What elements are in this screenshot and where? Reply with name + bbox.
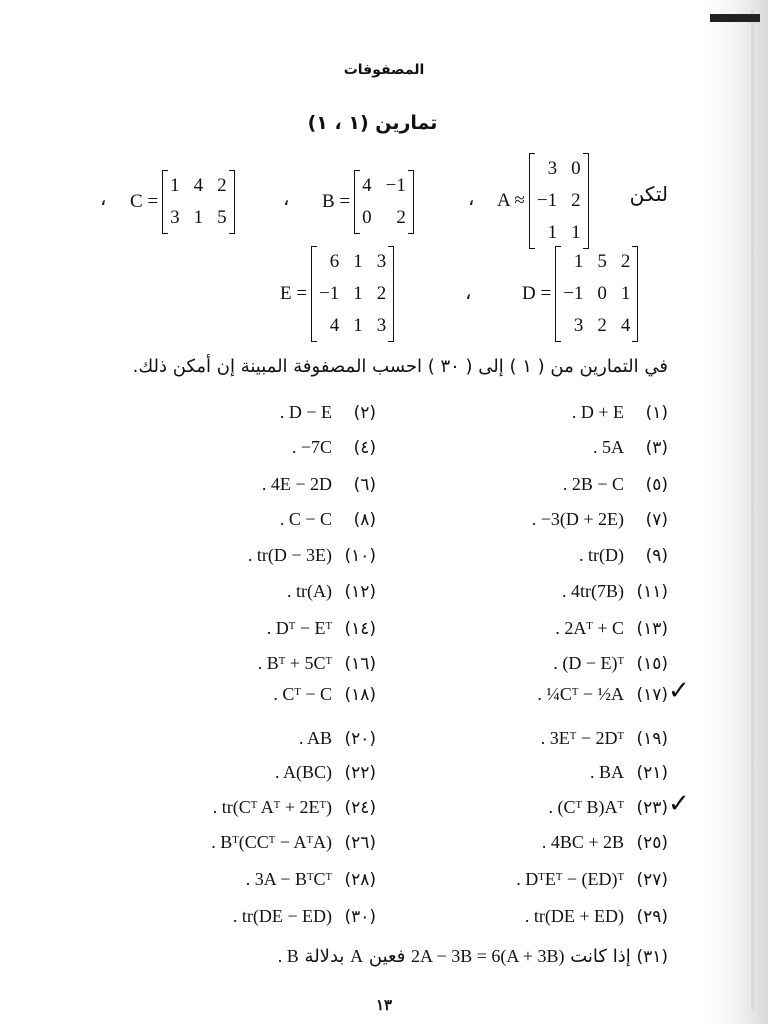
matrix-d bbox=[522, 246, 638, 342]
exercise-number: (٢) bbox=[353, 403, 376, 423]
exercise-expression: . Cᵀ − C bbox=[273, 684, 332, 704]
let-label: لتكن bbox=[629, 182, 668, 206]
matrix-cell: 1 bbox=[571, 222, 581, 243]
exercise-expression: . C − C bbox=[279, 509, 332, 529]
matrix-c-name: C = bbox=[130, 191, 159, 212]
matrix-cell: 1 bbox=[193, 207, 204, 228]
matrix-e-name: E = bbox=[280, 283, 308, 304]
exercise-number: (٣٠) bbox=[344, 907, 376, 927]
exercise-number: (٥) bbox=[645, 475, 668, 495]
exercise-expression: . tr(DE + ED) bbox=[524, 906, 624, 926]
exercise-expression: . −3(D + 2E) bbox=[531, 509, 624, 529]
matrix-d-grid bbox=[555, 246, 638, 342]
exercise-number: (٣) bbox=[645, 438, 668, 458]
exercise-number: (١٨) bbox=[344, 685, 376, 705]
exercise-number: (٢٧) bbox=[636, 870, 668, 890]
exercise-number: (٢٩) bbox=[636, 907, 668, 927]
matrix-cell: 1 bbox=[573, 251, 584, 272]
matrix-cell: 3 bbox=[376, 315, 387, 336]
exercise-number: (٢٢) bbox=[344, 763, 376, 783]
exercise-expression: . 2Aᵀ + C bbox=[555, 618, 624, 638]
exercise-expression: . tr(Cᵀ Aᵀ + 2Eᵀ) bbox=[212, 797, 332, 817]
check-mark-icon: ✓ bbox=[668, 676, 690, 705]
exercise-number: (١٩) bbox=[636, 729, 668, 749]
matrix-cell: 1 bbox=[620, 283, 631, 304]
chapter-header: المصفوفات bbox=[343, 62, 425, 78]
matrix-cell: 3 bbox=[170, 207, 180, 228]
exercise-31-by: بدلالة bbox=[304, 946, 345, 967]
matrix-cell: 2 bbox=[376, 283, 387, 304]
exercise-number: (١٠) bbox=[344, 546, 376, 566]
matrix-cell: −1 bbox=[385, 175, 406, 196]
matrix-e bbox=[280, 246, 394, 342]
matrix-cell: 4 bbox=[329, 315, 340, 336]
matrix-cell: 3 bbox=[573, 315, 584, 336]
matrix-b bbox=[322, 170, 414, 234]
matrix-cell: 4 bbox=[362, 175, 372, 196]
separator: ، bbox=[283, 188, 290, 210]
matrix-cell: 1 bbox=[353, 283, 363, 304]
exercise-expression: . 4BC + 2B bbox=[541, 832, 624, 852]
exercise-expression: . DᵀEᵀ − (ED)ᵀ bbox=[516, 869, 624, 889]
exercise-expression: . Dᵀ − Eᵀ bbox=[266, 618, 332, 638]
matrix-cell: 2 bbox=[217, 175, 227, 196]
page-edge-shadow bbox=[706, 0, 768, 1024]
matrix-b-grid bbox=[354, 170, 414, 234]
exercise-expression: . tr(DE − ED) bbox=[232, 906, 332, 926]
exercise-31-b: . B bbox=[277, 946, 299, 966]
matrix-cell: −1 bbox=[536, 190, 558, 211]
exercise-expression: . tr(D − 3E) bbox=[247, 545, 332, 565]
exercise-expression: . 3Eᵀ − 2Dᵀ bbox=[540, 728, 624, 748]
exercise-expression: . tr(D) bbox=[579, 545, 624, 565]
matrix-cell: 0 bbox=[571, 158, 581, 179]
exercise-number: (٩) bbox=[645, 546, 668, 566]
exercise-expression: . 5A bbox=[593, 437, 624, 457]
exercise-expression: . −7C bbox=[291, 437, 332, 457]
exercise-number: (١٤) bbox=[344, 619, 376, 639]
matrix-cell: 6 bbox=[329, 251, 340, 272]
matrix-cell: 5 bbox=[217, 207, 227, 228]
matrix-c bbox=[130, 170, 235, 234]
exercise-expression: . (D − E)ᵀ bbox=[553, 653, 624, 673]
exercise-number: (١٢) bbox=[344, 582, 376, 602]
exercise-expression: . 4tr(7B) bbox=[562, 581, 624, 601]
matrix-cell: 1 bbox=[547, 222, 558, 243]
exercise-number: (٢٣) bbox=[636, 798, 668, 818]
exercise-expression: . 3A − BᵀCᵀ bbox=[245, 869, 332, 889]
matrix-c-grid bbox=[162, 170, 235, 234]
exercise-number: (٦) bbox=[353, 475, 376, 495]
exercise-number: (٧) bbox=[645, 510, 668, 530]
matrix-cell: 2 bbox=[597, 315, 607, 336]
exercise-expression: . Bᵀ(CCᵀ − AᵀA) bbox=[211, 832, 332, 852]
matrix-cell: 0 bbox=[362, 207, 372, 228]
exercise-expression: . D − E bbox=[279, 402, 332, 422]
page-edge-mark bbox=[710, 14, 760, 22]
instruction-text: في التمارين من ( ١ ) إلى ( ٣٠ ) احسب المصفوفة المبينة إن أمكن ذلك. bbox=[132, 356, 668, 377]
exercise-expression: . D + E bbox=[571, 402, 624, 422]
matrix-cell: 3 bbox=[547, 158, 558, 179]
matrix-cell: 1 bbox=[353, 315, 363, 336]
matrix-cell: 0 bbox=[597, 283, 607, 304]
matrix-cell: 4 bbox=[620, 315, 631, 336]
exercise-number: (٢٥) bbox=[636, 833, 668, 853]
exercise-number: (٢٦) bbox=[344, 833, 376, 853]
exercise-expression: . A(BC) bbox=[274, 762, 332, 782]
check-mark-icon: ✓ bbox=[668, 789, 690, 818]
exercise-31-find: فعين bbox=[368, 946, 406, 967]
page-edge-line bbox=[751, 10, 754, 1010]
exercise-expression: . 2B − C bbox=[562, 474, 624, 494]
matrix-cell: 4 bbox=[193, 175, 204, 196]
exercise-number: (٢٠) bbox=[344, 729, 376, 749]
separator: ، bbox=[465, 282, 472, 304]
exercise-expression: . tr(A) bbox=[287, 581, 332, 601]
matrix-cell: 1 bbox=[353, 251, 363, 272]
exercise-expression: . Bᵀ + 5Cᵀ bbox=[257, 653, 332, 673]
matrix-cell: 1 bbox=[170, 175, 180, 196]
exercise-expression: . AB bbox=[298, 728, 332, 748]
exercise-number: (١١) bbox=[636, 582, 668, 602]
matrix-b-name: B = bbox=[322, 191, 351, 212]
exercise-31-equation: 2A − 3B = 6(A + 3B) bbox=[411, 946, 565, 966]
separator: ، bbox=[468, 188, 475, 210]
matrix-cell: 3 bbox=[376, 251, 387, 272]
matrix-d-name: D = bbox=[522, 283, 552, 304]
section-title: تمارين (١ ، ١) bbox=[307, 112, 438, 134]
matrix-cell: 2 bbox=[396, 207, 406, 228]
exercise-number: (١٦) bbox=[344, 654, 376, 674]
exercise-number: (٢١) bbox=[636, 763, 668, 783]
matrix-cell: 2 bbox=[620, 251, 631, 272]
exercise-number: (١٥) bbox=[636, 654, 668, 674]
exercise-number: (١٣) bbox=[636, 619, 668, 639]
exercise-expression: . (Cᵀ B)Aᵀ bbox=[548, 797, 624, 817]
exercise-31-if: إذا كانت bbox=[570, 946, 631, 967]
exercise-number: (١) bbox=[645, 403, 668, 423]
exercise-number: (٢٤) bbox=[344, 798, 376, 818]
exercise-number: (٢٨) bbox=[344, 870, 376, 890]
matrix-cell: 2 bbox=[571, 190, 581, 211]
exercise-expression: . BA bbox=[589, 762, 624, 782]
matrix-cell: −1 bbox=[319, 283, 340, 304]
separator: ، bbox=[100, 188, 107, 210]
exercise-31 bbox=[278, 946, 668, 967]
matrix-cell: 5 bbox=[597, 251, 607, 272]
exercise-number: (٤) bbox=[353, 438, 376, 458]
exercise-number: (١٧) bbox=[636, 685, 668, 705]
page-number: ١٣ bbox=[375, 998, 393, 1014]
exercise-31-a: A bbox=[350, 946, 364, 966]
exercise-expression: . 4E − 2D bbox=[261, 474, 332, 494]
exercise-number: (٣١) bbox=[636, 947, 668, 967]
matrix-e-grid bbox=[311, 246, 394, 342]
matrix-a-grid bbox=[529, 153, 589, 249]
exercise-expression: . ¼Cᵀ − ½A bbox=[537, 684, 624, 704]
exercise-number: (٨) bbox=[353, 510, 376, 530]
matrix-cell: −1 bbox=[563, 283, 584, 304]
matrix-a-name: A ≈ bbox=[497, 190, 525, 211]
matrix-a bbox=[497, 153, 589, 249]
